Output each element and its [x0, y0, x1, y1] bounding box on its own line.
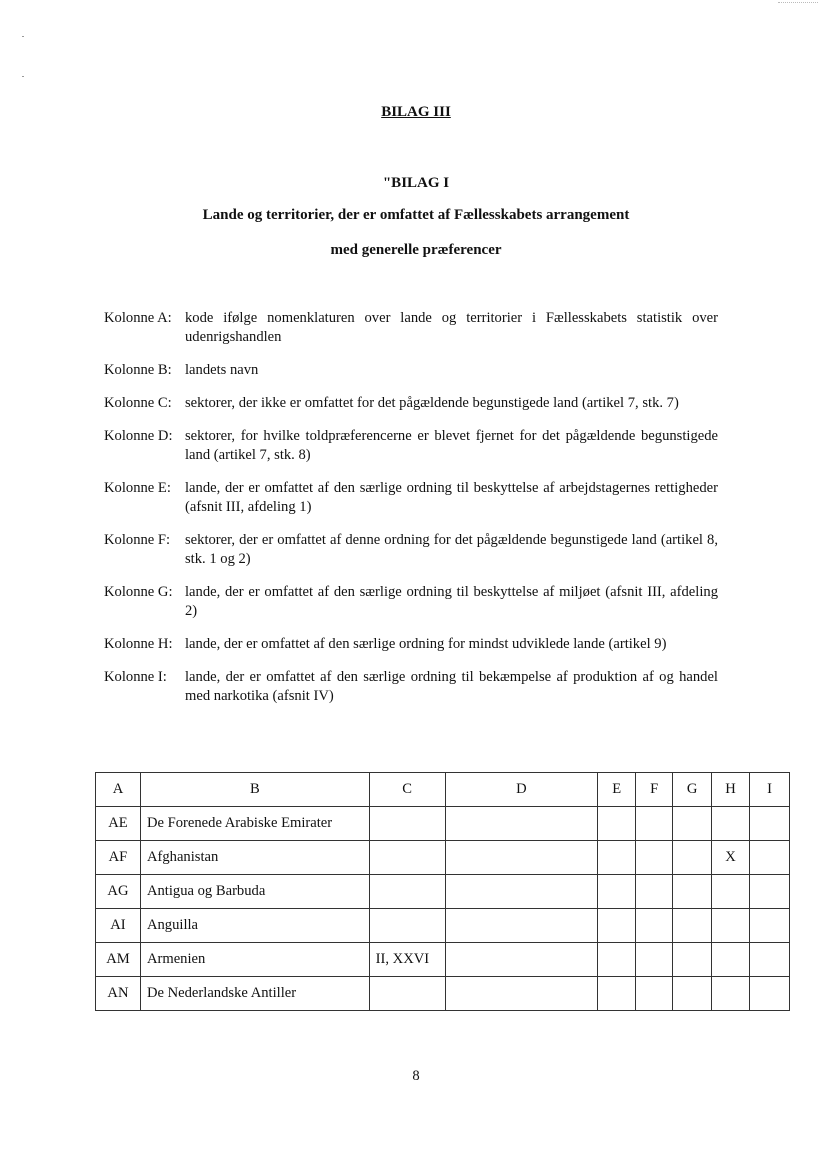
cell-d	[445, 943, 598, 977]
definition-label: Kolonne D:	[104, 428, 173, 444]
cell-i	[750, 909, 790, 943]
cell-e	[598, 977, 636, 1011]
country-name: De Nederlandske Antiller	[140, 977, 369, 1011]
table-row	[96, 841, 790, 875]
definition-h	[104, 635, 718, 654]
cell-c: II, XXVI	[369, 943, 445, 977]
scan-speck	[22, 76, 24, 77]
cell-i	[750, 943, 790, 977]
cell-i	[750, 841, 790, 875]
annex-heading: BILAG III	[381, 104, 451, 120]
cell-e	[598, 943, 636, 977]
definition-label: Kolonne H:	[104, 636, 173, 652]
country-name: Anguilla	[140, 909, 369, 943]
cell-g	[673, 841, 712, 875]
cell-d	[445, 909, 598, 943]
country-name: De Forenede Arabiske Emirater	[140, 807, 369, 841]
scan-speck	[22, 36, 24, 37]
definition-label: Kolonne E:	[104, 480, 171, 496]
country-code: AE	[96, 807, 141, 841]
cell-c	[369, 841, 445, 875]
country-code: AM	[96, 943, 141, 977]
definition-text: lande, der er omfattet af den særlige ordning til beskyttelse af miljøet (afsnit III, afdeling 2)	[185, 584, 718, 619]
cell-c	[369, 875, 445, 909]
cell-h: X	[712, 841, 750, 875]
header-cell-e: E	[598, 773, 636, 807]
cell-c	[369, 807, 445, 841]
table-row	[96, 875, 790, 909]
definition-text: kode ifølge nomenklaturen over lande og territorier i Fællesskabets statistik over udenrigshandlen	[185, 310, 718, 345]
header-cell-b: B	[140, 773, 369, 807]
definition-b	[104, 361, 718, 380]
cell-h	[712, 875, 750, 909]
annex-subtitle-line2: med generelle præferencer	[330, 242, 502, 258]
header-cell-i: I	[750, 773, 790, 807]
cell-c	[369, 909, 445, 943]
country-name: Antigua og Barbuda	[140, 875, 369, 909]
country-table	[95, 772, 790, 1011]
cell-h	[712, 943, 750, 977]
cell-g	[673, 943, 712, 977]
definition-text: lande, der er omfattet af den særlige ordning for mindst udviklede lande (artikel 9)	[185, 636, 667, 652]
table-header-row	[96, 773, 790, 807]
definition-i	[104, 668, 718, 706]
definition-text: lande, der er omfattet af den særlige ordning til beskyttelse af arbejdstagernes rettigheder (afsnit III, afdeling 1)	[185, 480, 718, 515]
country-code: AN	[96, 977, 141, 1011]
header-cell-d: D	[445, 773, 598, 807]
definition-text: lande, der er omfattet af den særlige ordning til bekæmpelse af produktion af og handel med narkotika (afsnit IV)	[185, 669, 718, 704]
cell-g	[673, 909, 712, 943]
cell-f	[636, 977, 673, 1011]
scan-artifact	[778, 2, 818, 4]
cell-d	[445, 875, 598, 909]
cell-f	[636, 909, 673, 943]
cell-e	[598, 909, 636, 943]
cell-e	[598, 875, 636, 909]
definition-d	[104, 427, 718, 465]
header-cell-c: C	[369, 773, 445, 807]
definition-label: Kolonne C:	[104, 395, 172, 411]
cell-h	[712, 909, 750, 943]
cell-c	[369, 977, 445, 1011]
header-cell-f: F	[636, 773, 673, 807]
definition-text: sektorer, der er omfattet af denne ordning for det pågældende begunstigede land (artikel 8, stk. 1 og 2)	[185, 532, 718, 567]
header-cell-g: G	[673, 773, 712, 807]
country-name: Afghanistan	[140, 841, 369, 875]
definition-f	[104, 531, 718, 569]
table-row	[96, 977, 790, 1011]
annex-inner-heading: "BILAG I	[382, 175, 450, 191]
definition-text: sektorer, for hvilke toldpræferencerne er blevet fjernet for det pågældende begunstigede land (artikel 7, stk. 8)	[185, 428, 718, 463]
definition-text: landets navn	[185, 362, 259, 378]
table-row	[96, 943, 790, 977]
definition-e	[104, 479, 718, 517]
table-row	[96, 807, 790, 841]
definition-label: Kolonne F:	[104, 532, 171, 548]
cell-g	[673, 875, 712, 909]
definition-label: Kolonne G:	[104, 584, 173, 600]
cell-f	[636, 807, 673, 841]
definition-c	[104, 394, 718, 413]
cell-e	[598, 841, 636, 875]
country-code: AG	[96, 875, 141, 909]
definition-text: sektorer, der ikke er omfattet for det pågældende begunstigede land (artikel 7, stk. 7)	[185, 395, 679, 411]
country-code: AF	[96, 841, 141, 875]
definition-label: Kolonne I:	[104, 669, 167, 685]
cell-d	[445, 807, 598, 841]
cell-i	[750, 977, 790, 1011]
country-code: AI	[96, 909, 141, 943]
annex-subtitle-line1: Lande og territorier, der er omfattet af Fællesskabets arrangement	[202, 207, 630, 223]
definition-label: Kolonne B:	[104, 362, 172, 378]
cell-f	[636, 841, 673, 875]
cell-g	[673, 977, 712, 1011]
table-row	[96, 909, 790, 943]
definition-a	[104, 309, 718, 347]
cell-d	[445, 977, 598, 1011]
header-cell-a: A	[96, 773, 141, 807]
definition-g	[104, 583, 718, 621]
cell-g	[673, 807, 712, 841]
page-number: 8	[412, 1068, 420, 1084]
cell-i	[750, 875, 790, 909]
column-definitions	[104, 309, 718, 720]
cell-d	[445, 841, 598, 875]
cell-e	[598, 807, 636, 841]
header-cell-h: H	[712, 773, 750, 807]
cell-h	[712, 807, 750, 841]
cell-h	[712, 977, 750, 1011]
definition-label: Kolonne A:	[104, 310, 172, 326]
cell-i	[750, 807, 790, 841]
cell-f	[636, 875, 673, 909]
cell-f	[636, 943, 673, 977]
country-name: Armenien	[140, 943, 369, 977]
